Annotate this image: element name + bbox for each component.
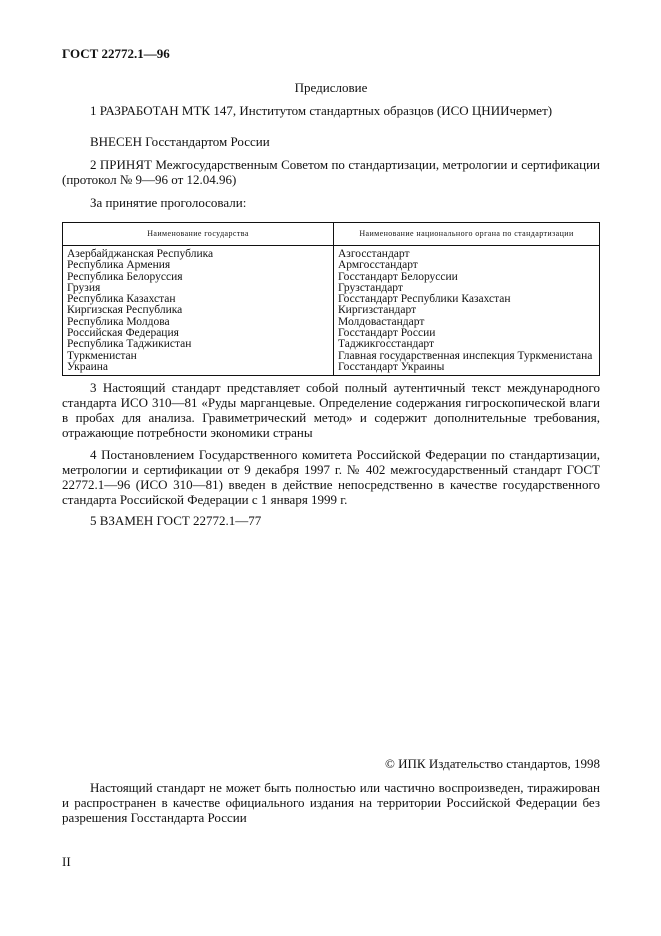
state-name: Грузия	[67, 281, 101, 294]
national-body-name: Таджикгосстандарт	[338, 338, 435, 351]
state-name: Киргизская Республика	[67, 304, 183, 317]
table-body-row	[63, 246, 600, 376]
national-body-name: Киргизстандарт	[338, 304, 417, 317]
section-title: Предисловие	[294, 80, 368, 95]
state-name: Туркменистан	[67, 349, 137, 362]
state-name: Российская Федерация	[67, 327, 179, 340]
paragraph-introduced-by	[62, 134, 600, 149]
national-body-name: Молдовастандарт	[338, 315, 425, 328]
adopted-line-2: (протокол № 9—96 от 12.04.96)	[62, 172, 237, 187]
copyright-line: © ИПК Издательство стандартов, 1998	[385, 756, 600, 771]
paragraph-adopted	[62, 157, 600, 187]
introduced-by-text: ВНЕСЕН Госстандартом России	[90, 134, 270, 149]
states-column	[63, 246, 334, 376]
national-body-name: Главная государственная инспекция Туркменистана	[338, 349, 593, 362]
state-name: Республика Молдова	[67, 315, 170, 328]
paragraph-developed-by: 1 РАЗРАБОТАН МТК 147, Институтом стандартных образцов (ИСО ЦНИИчермет)	[90, 103, 553, 118]
national-body-name: Армгосстандарт	[338, 259, 418, 272]
column-header-national-body: Наименование национального органа по стандартизации	[334, 223, 600, 246]
voting-states-table	[62, 222, 600, 376]
state-name: Азербайджанская Республика	[67, 248, 214, 260]
paragraph-resolution: 4 Постановлением Государственного комитета Российской Федерации по стандартизации, метрологии и сертификации от 9 декабря 1997 г. № 402 межгосударственный стандарт ГОСТ 22772.1—96 (ИСО 310—81) введен в действие непосредственно в качестве государственного стандарта Российской Федерации с 1 января 1999 г.	[62, 447, 600, 507]
national-body-name: Госстандарт Белоруссии	[338, 270, 458, 283]
reproduction-notice: Настоящий стандарт не может быть полностью или частично воспроизведен, тиражирован и распространен в качестве официального издания на территории Российской Федерации без разрешения Госстандарта России	[62, 780, 600, 825]
state-name: Республика Армения	[67, 259, 171, 272]
document-id-header: ГОСТ 22772.1—96	[62, 46, 170, 61]
paragraph-replaces: 5 ВЗАМЕН ГОСТ 22772.1—77	[90, 513, 262, 528]
table-header-row	[63, 223, 600, 246]
national-body-name: Госстандарт Украины	[338, 360, 445, 373]
national-body-name: Госстандарт Республики Казахстан	[338, 293, 511, 306]
national-bodies-column	[334, 246, 600, 376]
state-name: Республика Таджикистан	[67, 338, 192, 351]
adopted-line-1: 2 ПРИНЯТ Межгосударственным Советом по стандартизации, метрологии и сертификации	[90, 157, 600, 172]
paragraph-voted-for: За принятие проголосовали:	[90, 195, 247, 210]
national-body-name: Грузстандарт	[338, 281, 403, 294]
state-name: Республика Белоруссия	[67, 270, 183, 283]
state-name: Республика Казахстан	[67, 293, 176, 306]
state-name: Украина	[67, 360, 108, 373]
national-body-name: Азгосстандарт	[338, 248, 410, 260]
national-body-name: Госстандарт России	[338, 327, 436, 340]
column-header-state: Наименование государства	[63, 223, 334, 246]
paragraph-standard-scope: 3 Настоящий стандарт представляет собой полный аутентичный текст международного стандарта ИСО 310—81 «Руды марганцевые. Определение содержания гигроскопической влаги в пробах для анализа. Гравиметрический метод» и содержит дополнительные требования, отражающие потребности экономики страны	[62, 380, 600, 440]
page-number: II	[62, 854, 71, 869]
